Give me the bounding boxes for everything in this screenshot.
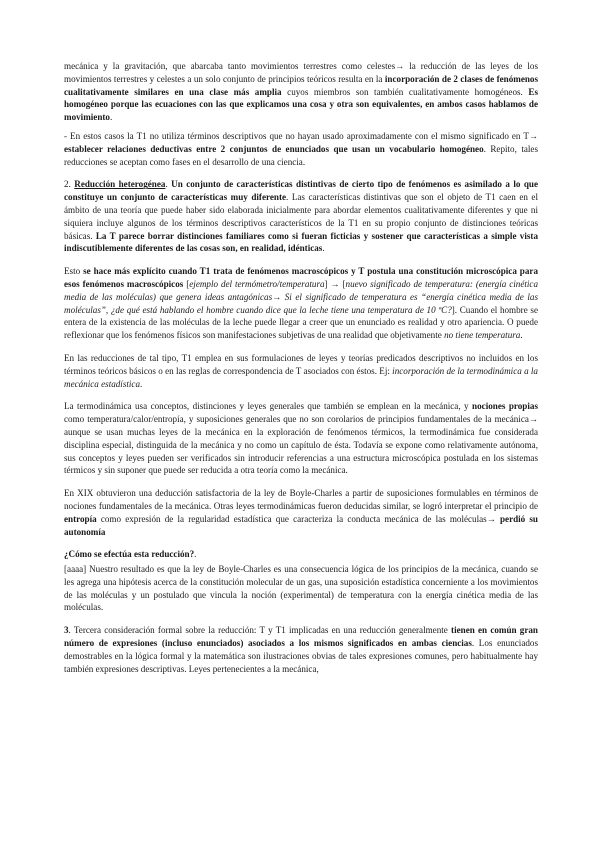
text-run: . [322, 243, 325, 254]
text-run: . Repito, tales reducciones se aceptan como fases en el desarrollo de una ciencia. [64, 143, 538, 167]
bold-text: nociones propias [472, 401, 538, 412]
paragraph-thermodynamics [64, 400, 538, 477]
bold-text: tienen en común gran número de expresiones (incluso enunciados) asociados a los mismos significados en ambas ciencias [64, 625, 538, 649]
italic-text: nuevo significado de temperatura: (energía cinética media de las moléculas) que genera ideas antagónicas [64, 278, 538, 302]
paragraph-boyle-charles [64, 487, 538, 538]
paragraph-homogeneous-reduction-end [64, 60, 538, 124]
section-number: 2. [64, 179, 75, 190]
section-number: 3 [64, 625, 69, 636]
text-run: En las reducciones de tal tipo, T1 emplea en sus formulaciones de leyes y teorías predicados descriptivos no incluidos en los términos teóricos básicos o en las reglas de correspondencia de T asociados con éstos. Ej: [64, 352, 538, 376]
italic-text: Si el significado de temperatura es “energía cinética media de las moléculas”, ¿de qué está hablando el hombre cuando dice que la leche tiene una temperatura de 10 ºC? [64, 291, 538, 315]
italic-text: no tiene temperatura [444, 330, 521, 341]
text-run: como expresión de la regularidad estadística que caracteriza la conducta mecánica de las moléculas→ [96, 513, 500, 524]
bold-text: Es homogéneo porque las ecuaciones con las que explicamos una cosa y otra son equivalentes, en ambos casos hablamos de movimiento [64, 86, 538, 123]
bold-text: perdió su autonomía [64, 513, 538, 537]
text-run: ]. Cuando el hombre se entera de la existencia de las moléculas de la leche puede llegar a creer que un enunciado es realidad y otro apariencia. O puede reflexionar que los fenómenos físicos son manifestaciones subjetivas de una realidad que objetivamente [64, 304, 538, 341]
bold-text: entropía [64, 513, 97, 524]
text-run: La termodinámica usa conceptos, distinciones y leyes generales que también se emplean en la mecánica, y [64, 401, 473, 412]
text-run: ] → [ [324, 278, 346, 289]
paragraph-macroscopic-phenomena [64, 265, 538, 342]
italic-text: ejemplo del termómetro/temperatura [189, 278, 325, 289]
bold-text: incorporación de 2 clases de fenómenos cualitativamente similares en una clase más amplia [64, 73, 538, 97]
text-run: . [140, 378, 143, 389]
question-text: ¿Cómo se efectúa esta reducción? [64, 549, 195, 560]
text-run: [ [183, 278, 190, 289]
text-run: . Las características distintivas que son el objeto de T1 caen en el ámbito de una teoría que puede haber sido elaborada inicialmente para abordar elementos cualitativamente diferentes y que ni siquiera incluye algunos de los términos descriptivos característicos de la T1 en su propio conjunto de distinciones teóricas básicas. [64, 192, 538, 241]
paragraph-third-consideration [64, 624, 538, 675]
bold-text: se hace más explícito cuando T1 trata de fenómenos macroscópicos y T postula una constitución microscópica para esos fenómenos macroscópicos [64, 266, 538, 289]
text-run: - En estos casos la T1 no utiliza términos descriptivos que no hayan usado aproximadamente con el mismo significado en T→ [64, 130, 538, 141]
italic-text: incorporación de la termodinámica a la mecánica estadística [64, 365, 538, 389]
text-run: mecánica y la gravitación, que abarcaba tanto movimientos terrestres como celestes→ la reducción de las leyes de los movimientos terrestres y celestes a un solo conjunto de principios teóricos resulta en la [64, 61, 538, 84]
text-run: . [194, 549, 197, 560]
bold-text: La T parece borrar distinciones familiares como si fueran ficticias y sostener que características a simple vista indiscutiblemente diferentes de las cosas son, en realidad, idénticas [64, 230, 538, 254]
section-heading: Reducción heterogénea [74, 179, 166, 190]
bold-text: establecer relaciones deductivas entre 2 conjuntos de enunciados que usan un vocabulario homogéneo [64, 143, 484, 154]
text-run: . Tercera consideración formal sobre la reducción: T y T1 implicadas en una reducción generalmente [68, 625, 452, 636]
text-run: Esto [64, 266, 84, 277]
paragraph-reduction-example [64, 352, 538, 390]
question-heading [64, 548, 538, 561]
paragraph-heterogeneous-reduction [64, 178, 538, 255]
text-run: . [109, 112, 113, 123]
paragraph-reduction-answer [64, 563, 538, 614]
text-run: En XIX obtuvieron una deducción satisfactoria de la ley de Boyle-Charles a partir de suposiciones formulables en términos de nociones fundamentales de la mecánica. Otras leyes termodinámicas fueron deducidas similar, se logró interpretar el principio de [64, 488, 538, 511]
text-run: . [520, 330, 523, 341]
text-run: cuyos miembros son también cualitativamente homogéneos. [281, 86, 529, 97]
text-run: . Los enunciados demostrables en la lógica formal y la matemática son ilustraciones obvias de tales expresiones comunes, pero habitualmente hay también expresiones descriptivas. Leyes pertenecientes a la mecánica, [64, 638, 538, 674]
text-run: → [272, 291, 285, 302]
text-run: . [165, 179, 172, 190]
paragraph-t1-vocabulary [64, 130, 538, 168]
text-run: como temperatura/calor/entropía, y suposiciones generales que no son corolarios de principios fundamentales de la mecánica→ aunque se usan muchas leyes de la mecánica en la exploración de fenómenos térmicos, la termodinámica fue considerada disciplina especial, distinguida de la mecánica y no como un capítulo de ésta. Todavía se expone como relativamente autónoma, sus conceptos y leyes pueden ser verificados sin introducir referencias a una estructura microscópica postulada en los sistemas térmicos y sin suponer que puede ser reducida a otra teoría como la mecánica. [64, 414, 538, 476]
text-run: [aaaa] Nuestro resultado es que la ley de Boyle-Charles es una consecuencia lógica de los principios de la mecánica, cuando se les agrega una hipótesis acerca de la constitución molecular de un gas, una suposición estadística concerniente a los movimientos de las moléculas y un postulado que vincula la noción (experimental) de temperatura con la energía cinética media de las moléculas. [64, 564, 538, 613]
bold-text: Un conjunto de características distintivas de cierto tipo de fenómenos es asimilado a lo que constituye un conjunto de características muy diferente [64, 179, 539, 203]
